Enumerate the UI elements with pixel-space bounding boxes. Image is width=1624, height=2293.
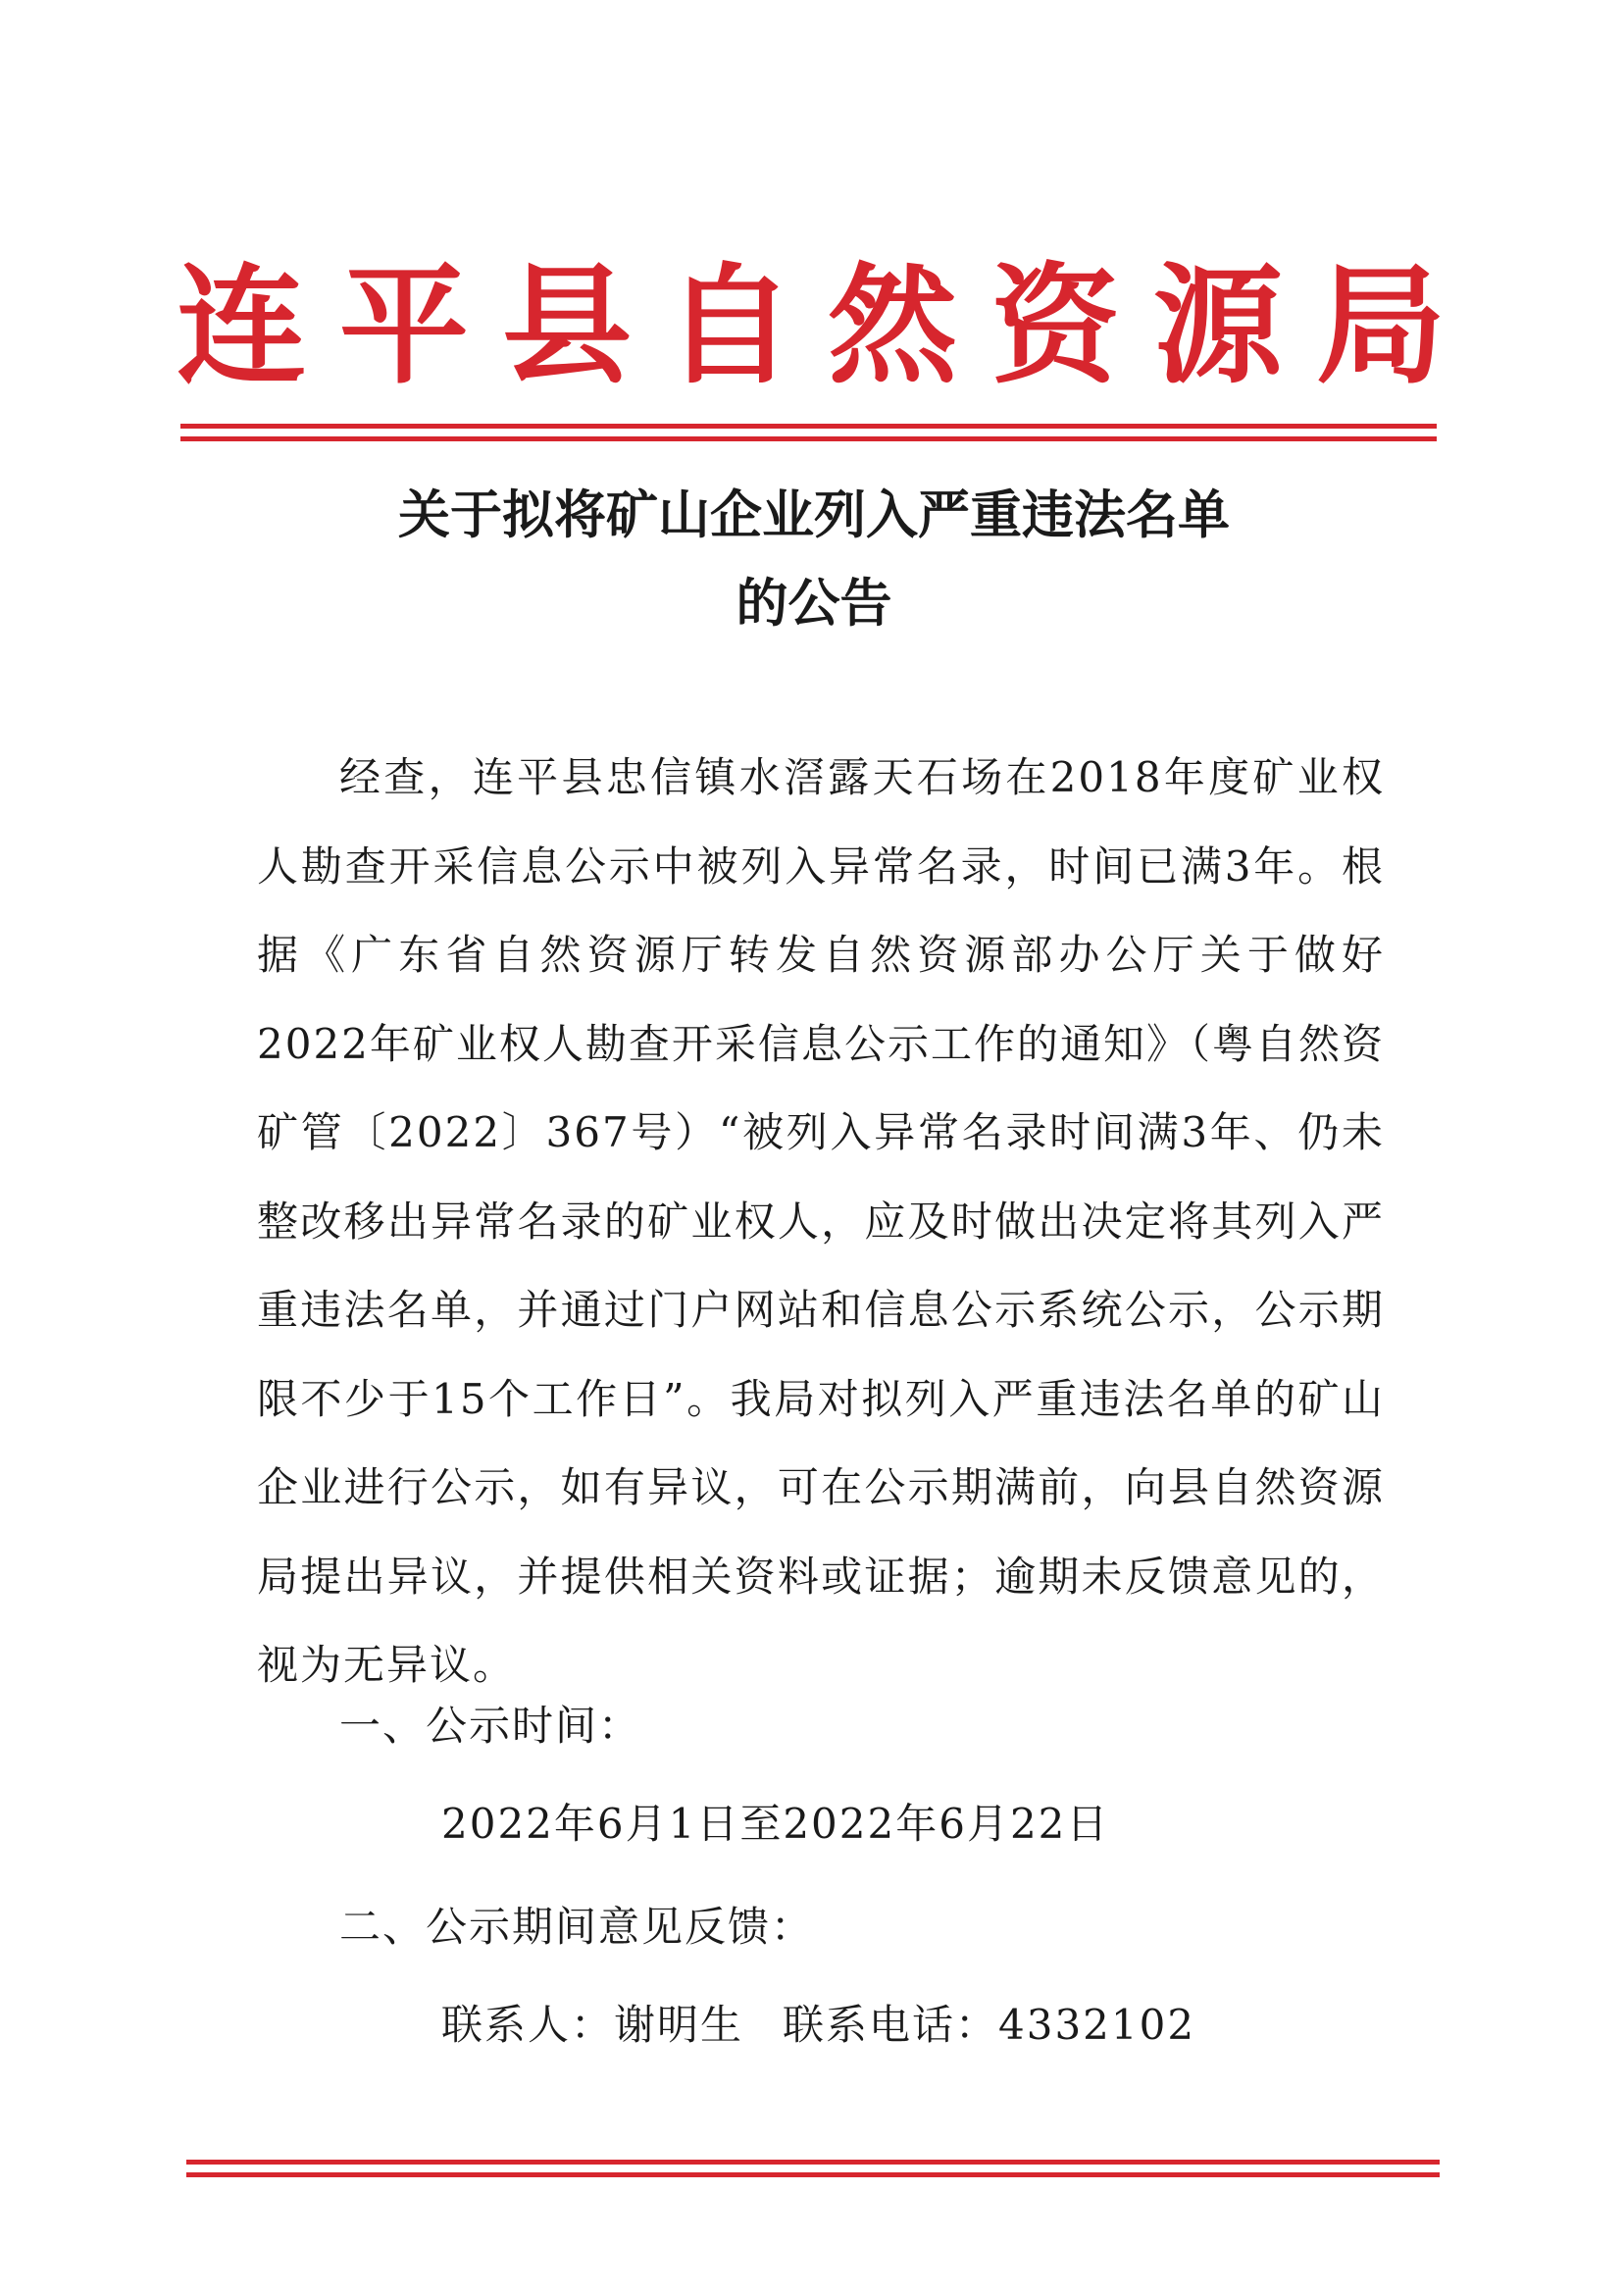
section-2-heading: 二、公示期间意见反馈：: [339, 1903, 815, 1951]
footer-rule-thick: [186, 2160, 1440, 2165]
footer-rule-thin: [186, 2172, 1440, 2177]
section-1-heading: 一、公示时间：: [339, 1702, 642, 1750]
contact-person: 联系人：谢明生: [441, 2001, 744, 2049]
contact-row: [441, 1996, 1195, 2055]
notice-title-line-1: 关于拟将矿山企业列入严重违法名单: [398, 484, 1230, 545]
section-1-period: 2022年6月1日至2022年6月22日: [441, 1800, 1110, 1848]
notice-title-line-2: 的公告: [736, 573, 892, 634]
letterhead-rule-thin: [180, 436, 1437, 441]
contact-phone: 联系电话：4332102: [783, 2001, 1196, 2049]
letterhead-org-name: 连平县自然资源局: [177, 251, 1479, 402]
notice-body-paragraph: 经查，连平县忠信镇水滘露天石场在2018年度矿业权人勘查开采信息公示中被列入异常名录，时间已满3年。根据《广东省自然资源厅转发自然资源部办公厅关于做好2022年矿业权人勘查开采信息公示工作的通知》（粤自然资矿管〔2022〕367号）“被列入异常名录时间满3年、仍未整改移出异常名录的矿业权人，应及时做出决定将其列入严重违法名单，并通过门户网站和信息公示系统公示，公示期限不少于15个工作日”。我局对拟列入严重违法名单的矿山企业进行公示，如有异议，可在公示期满前，向县自然资源局提出异议，并提供相关资料或证据；逾期未反馈意见的，视为无异议。: [257, 753, 1385, 1689]
letterhead-rule-thick: [180, 424, 1437, 429]
